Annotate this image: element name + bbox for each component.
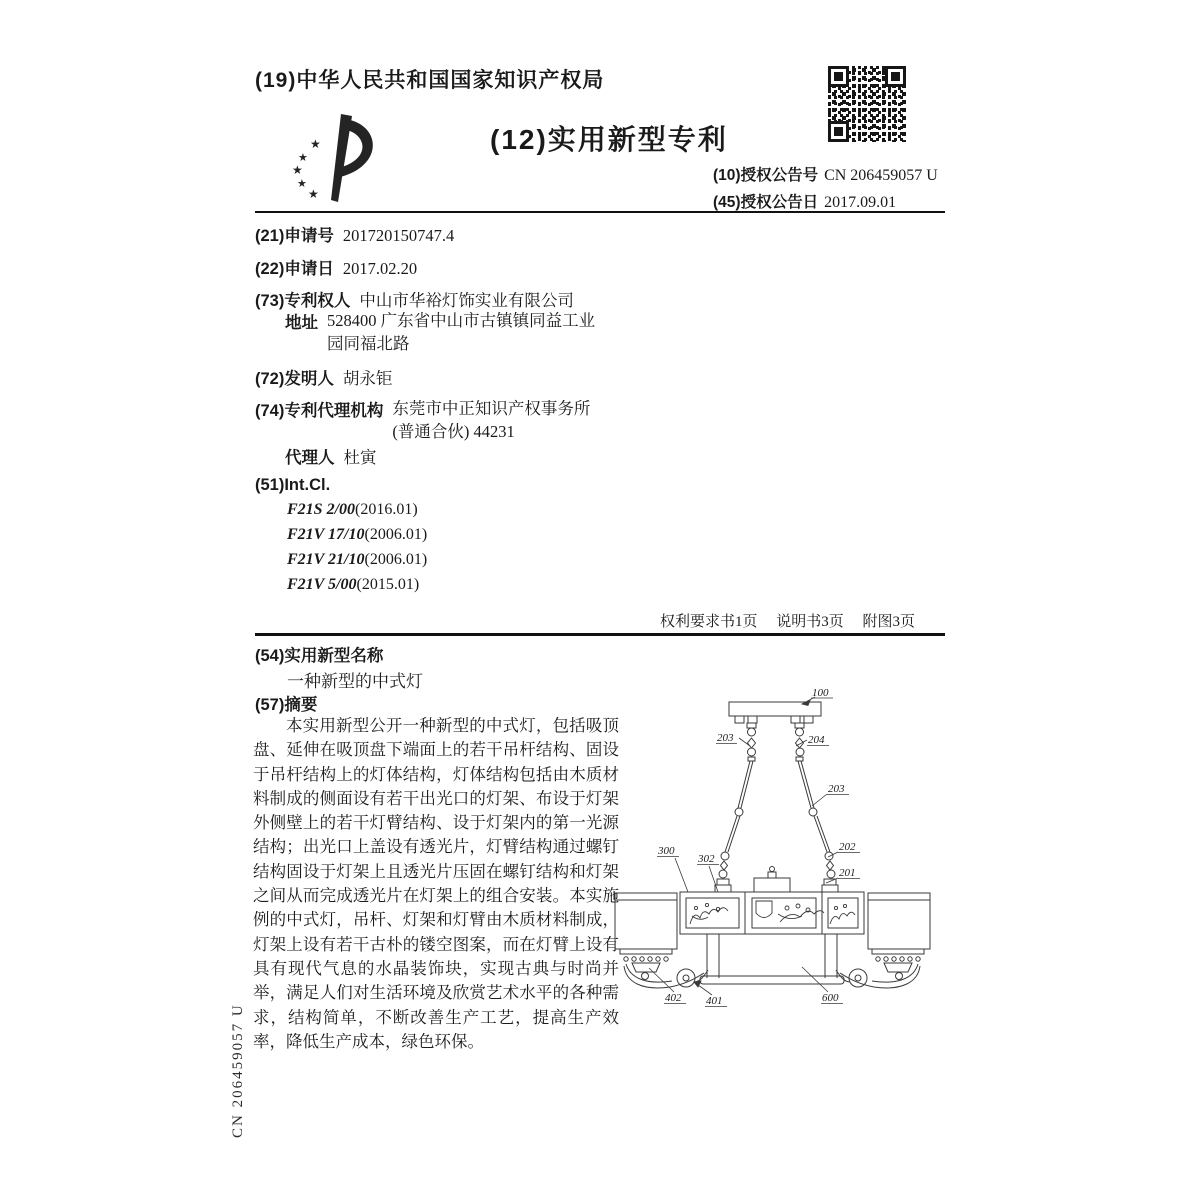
qr-finder-top-right: [885, 66, 906, 87]
intcl-entry: [287, 501, 418, 519]
agent: 杜寅: [343, 448, 377, 467]
application-date-label: (22)申请日: [255, 260, 334, 278]
agency-row: [255, 397, 610, 443]
agency-label: (74)专利代理机构: [255, 402, 384, 420]
fig-right-arm: [836, 964, 920, 988]
intcl-version: (2006.01): [364, 551, 428, 568]
logo-star-icon: ★: [297, 178, 307, 190]
application-number-row: [255, 222, 454, 246]
figure-ref-302: 302: [698, 853, 715, 865]
figure-ref-600: 600: [822, 992, 839, 1004]
publication-number-label: (10)授权公告号: [713, 167, 819, 184]
intcl-code: F21V 5/00: [287, 576, 357, 593]
patentee: 中山市华裕灯饰实业有限公司: [359, 291, 574, 310]
intcl-code: F21V 17/10: [287, 526, 365, 543]
claims-pages: 权利要求书1页: [660, 614, 758, 630]
title-section-label: (54)实用新型名称: [255, 647, 384, 665]
intcl-code: F21S 2/00: [287, 501, 356, 518]
agent-label: 代理人: [285, 449, 335, 467]
section-divider: [255, 633, 945, 636]
figure-ref-300: 300: [658, 845, 675, 857]
fig-left-rod: [715, 723, 756, 892]
figure-ref-100: 100: [812, 687, 829, 699]
qr-finder-bottom-left: [828, 121, 849, 142]
fig-right-shade: [868, 893, 930, 980]
intcl-version: (2015.01): [356, 576, 420, 593]
logo-star-icon: ★: [298, 152, 308, 164]
invention-title: 一种新型的中式灯: [287, 672, 423, 691]
intcl-code: F21V 21/10: [287, 551, 365, 568]
abstract-figure: [612, 680, 962, 1017]
cnipa-logo: [286, 110, 386, 205]
fig-lower-box: [700, 934, 844, 984]
agent-row: [285, 444, 377, 468]
figure-ref-204: 204: [808, 734, 825, 746]
application-number: 201720150747.4: [342, 226, 455, 245]
figure-ref-401: 401: [706, 995, 723, 1007]
lamp-drawing: [612, 680, 962, 1012]
logo-star-icon: ★: [308, 187, 319, 201]
specification-pages: 说明书3页: [776, 614, 844, 630]
patentee-label: (73)专利权人: [255, 292, 351, 310]
address-label: 地址: [285, 314, 318, 332]
intcl-entry: [287, 551, 427, 569]
document-type-title: (12)实用新型专利: [490, 124, 728, 155]
intcl-version: (2006.01): [364, 526, 428, 543]
intcl-label: (51)Int.Cl.: [255, 476, 331, 494]
application-date: 2017.02.20: [342, 259, 418, 278]
publication-date: 2017.09.01: [824, 194, 897, 211]
figure-ref-203-right: 203: [828, 783, 845, 795]
pages-summary: [660, 610, 930, 631]
figures-pages: 附图3页: [862, 614, 916, 630]
publication-number-row: [713, 163, 938, 185]
fig-lamp-body: [680, 867, 864, 935]
application-number-label: (21)申请号: [255, 227, 334, 245]
header-divider: [255, 211, 945, 213]
figure-ref-201: 201: [839, 867, 856, 879]
inventor: 胡永钜: [342, 369, 393, 388]
application-date-row: [255, 255, 417, 279]
abstract-text: 本实用新型公开一种新型的中式灯，包括吸顶盘、延伸在吸顶盘下端面上的若干吊杆结构、固设于吊杆结构上的灯体结构，灯体结构包括由木质材料制成的侧面设有若干出光口的灯架、布设于灯架外侧壁上的若干灯臂结构、设于灯架内的第一光源结构；出光口上盖设有透光片，灯臂结构通过螺钉结构固设于灯架上且透光片压固在螺钉结构和灯架之间从而完成透光片在灯架上的组合安装。本实施例的中式灯，吊杆、灯架和灯臂由木质材料制成，灯架上设有若干古朴的镂空图案，而在灯臂上设有具有现代气息的水晶装饰块，实现古典与时尚并举，满足人们对生活环境及欣赏艺术水平的各种需求，结构简单，不断改善生产工艺，提高生产效率，降低生产成本，绿色环保。: [253, 716, 619, 1051]
fig-right-rod: [795, 723, 838, 892]
patentee-row: [255, 287, 574, 311]
publication-number: CN 206459057 U: [824, 167, 938, 184]
agency: 东莞市中正知识产权事务所(普通合伙) 44231: [392, 399, 591, 441]
figure-ref-402: 402: [665, 992, 682, 1004]
inventor-row: [255, 365, 392, 389]
figure-ref-203-left: 203: [717, 732, 734, 744]
intcl-version: (2016.01): [355, 501, 418, 518]
address: 528400 广东省中山市古镇镇同益工业园同福北路: [327, 311, 596, 353]
publication-date-row: [713, 190, 896, 212]
fig-reference-numerals: [657, 687, 856, 1007]
issuing-office: (19)中华人民共和国国家知识产权局: [255, 69, 605, 92]
inventor-label: (72)发明人: [255, 370, 334, 388]
intcl-entry: [287, 576, 419, 594]
qr-code: [828, 66, 906, 142]
abstract-label: (57)摘要: [255, 696, 318, 714]
side-document-code: CN 206459057 U: [230, 1003, 246, 1138]
intcl-row: [255, 475, 330, 495]
address-row: [285, 309, 597, 355]
publication-date-label: (45)授权公告日: [713, 194, 819, 211]
intcl-entry: [287, 526, 427, 544]
logo-star-icon: ★: [310, 137, 321, 151]
qr-finder-top-left: [828, 66, 849, 87]
logo-star-icon: ★: [292, 163, 303, 177]
figure-ref-202: 202: [839, 841, 856, 853]
